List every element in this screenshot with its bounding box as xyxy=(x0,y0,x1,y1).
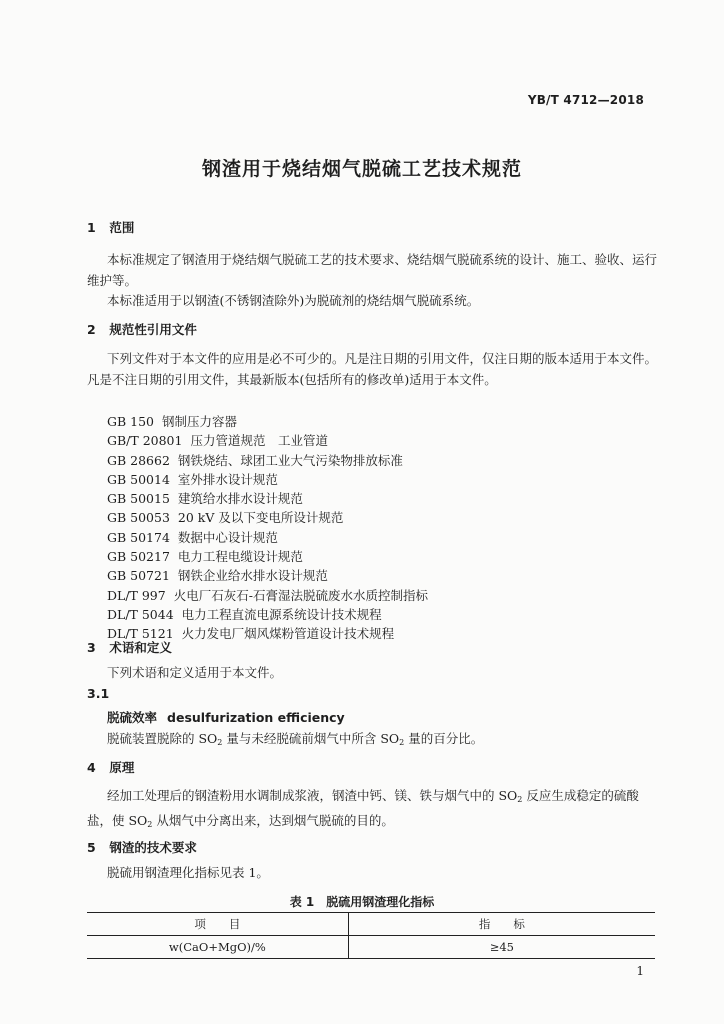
reference-code: GB/T 20801 xyxy=(107,433,183,449)
term-chinese: 脱硫效率 xyxy=(107,710,158,725)
subscript: 2 xyxy=(217,738,223,747)
reference-title: 室外排水设计规范 xyxy=(177,471,278,487)
section-number: 4 xyxy=(87,760,96,775)
reference-item xyxy=(107,489,428,508)
definition-text: 量与未经脱硫前烟气中所含 SO xyxy=(222,731,400,746)
table-header-row xyxy=(87,913,655,936)
reference-title: 电力工程直流电源系统设计技术规程 xyxy=(181,606,382,622)
reference-code: GB 150 xyxy=(107,414,155,429)
reference-code: GB 50053 xyxy=(107,510,170,526)
reference-title: 建筑给水排水设计规范 xyxy=(177,491,303,507)
page-number: 1 xyxy=(636,964,644,978)
reference-item xyxy=(107,508,428,527)
section-title: 原理 xyxy=(109,760,135,775)
reference-title: 电力工程电缆设计规范 xyxy=(177,549,303,565)
document-title: 钢渣用于烧结烟气脱硫工艺技术规范 xyxy=(201,158,522,180)
cell-item: w(CaO+MgO)/% xyxy=(87,936,348,959)
reference-title: 钢铁烧结、球团工业大气污染物排放标准 xyxy=(177,452,403,468)
requirements-intro: 脱硫用钢渣理化指标见表 1。 xyxy=(107,865,269,880)
reference-title: 火力发电厂烟风煤粉管道设计技术规程 xyxy=(181,626,395,642)
reference-item xyxy=(107,470,428,489)
reference-code: GB 50721 xyxy=(107,568,170,584)
reference-code: GB 50015 xyxy=(107,491,170,507)
scope-paragraph-1: 本标准规定了钢渣用于烧结烟气脱硫工艺的技术要求、烧结烟气脱硫系统的设计、施工、验收、运行维护等。 xyxy=(87,252,658,288)
subscript: 2 xyxy=(399,738,405,747)
reference-code: GB 50174 xyxy=(107,529,170,545)
table-row xyxy=(87,936,655,959)
reference-list xyxy=(107,412,428,644)
reference-title: 数据中心设计规范 xyxy=(177,529,278,545)
reference-item xyxy=(107,412,428,431)
section-heading-technical-requirements xyxy=(87,838,197,856)
reference-item xyxy=(107,586,428,605)
section-number: 2 xyxy=(87,322,96,337)
subscript: 2 xyxy=(517,795,523,804)
subscript: 2 xyxy=(147,820,153,829)
reference-item xyxy=(107,547,428,566)
reference-code: DL/T 5044 xyxy=(107,606,174,622)
definition-text: 量的百分比。 xyxy=(404,731,484,746)
term-definition xyxy=(87,728,659,753)
scope-paragraph-2: 本标准适用于以钢渣(不锈钢渣除外)为脱硫剂的烧结烟气脱硫系统。 xyxy=(107,293,480,308)
principle-paragraph xyxy=(87,785,659,835)
reference-item xyxy=(107,451,428,470)
reference-code: DL/T 997 xyxy=(107,587,166,603)
principle-text: 经加工处理后的钢渣粉用水调制成浆液，钢渣中钙、镁、铁与烟气中的 SO xyxy=(107,788,518,803)
terms-intro: 下列术语和定义适用于本文件。 xyxy=(107,665,283,680)
header-indicator: 指 标 xyxy=(348,913,655,936)
indicator-table xyxy=(87,912,655,959)
reference-code: GB 50014 xyxy=(107,471,170,487)
reference-item xyxy=(107,605,428,624)
reference-title: 钢铁企业给水排水设计规范 xyxy=(177,568,328,584)
header-item: 项 目 xyxy=(87,913,348,936)
reference-code: GB 28662 xyxy=(107,452,170,468)
references-intro: 下列文件对于本文件的应用是必不可少的。凡是注日期的引用文件，仅注日期的版本适用于本文件。凡是不注日期的引用文件，其最新版本(包括所有的修改单)适用于本文件。 xyxy=(87,351,658,387)
reference-code: DL/T 5121 xyxy=(107,626,174,642)
principle-text: 反应生成稳定的硫酸盐，使 SO xyxy=(87,788,639,828)
section-number: 1 xyxy=(87,220,96,235)
section-heading-principle xyxy=(87,758,134,776)
reference-title: 20 kV 及以下变电所设计规范 xyxy=(177,510,344,526)
definition-text: 脱硫装置脱除的 SO xyxy=(107,731,218,746)
reference-title: 压力管道规范 工业管道 xyxy=(190,433,328,449)
section-title: 规范性引用文件 xyxy=(109,322,197,337)
section-title: 术语和定义 xyxy=(109,640,172,655)
section-heading-normative-references xyxy=(87,320,197,338)
reference-item xyxy=(107,431,428,450)
reference-title: 钢制压力容器 xyxy=(162,414,238,429)
reference-code: GB 50217 xyxy=(107,549,170,565)
principle-text: 从烟气中分离出来，达到烟气脱硫的目的。 xyxy=(152,813,394,828)
term-number: 3.1 xyxy=(87,686,110,701)
reference-item xyxy=(107,566,428,585)
section-number: 5 xyxy=(87,840,96,855)
cell-value: ≥45 xyxy=(489,940,515,954)
section-number: 3 xyxy=(87,640,96,655)
term-english: desulfurization efficiency xyxy=(167,710,345,725)
section-title: 钢渣的技术要求 xyxy=(109,840,197,855)
table-caption: 表 1 脱硫用钢渣理化指标 xyxy=(289,895,435,909)
section-title: 范围 xyxy=(109,220,135,235)
term-heading xyxy=(107,708,345,726)
reference-item xyxy=(107,528,428,547)
standard-number: YB/T 4712—2018 xyxy=(527,93,644,107)
section-heading-terms xyxy=(87,638,172,656)
section-heading-scope xyxy=(87,218,134,236)
reference-title: 火电厂石灰石-石膏湿法脱硫废水水质控制指标 xyxy=(173,587,428,603)
